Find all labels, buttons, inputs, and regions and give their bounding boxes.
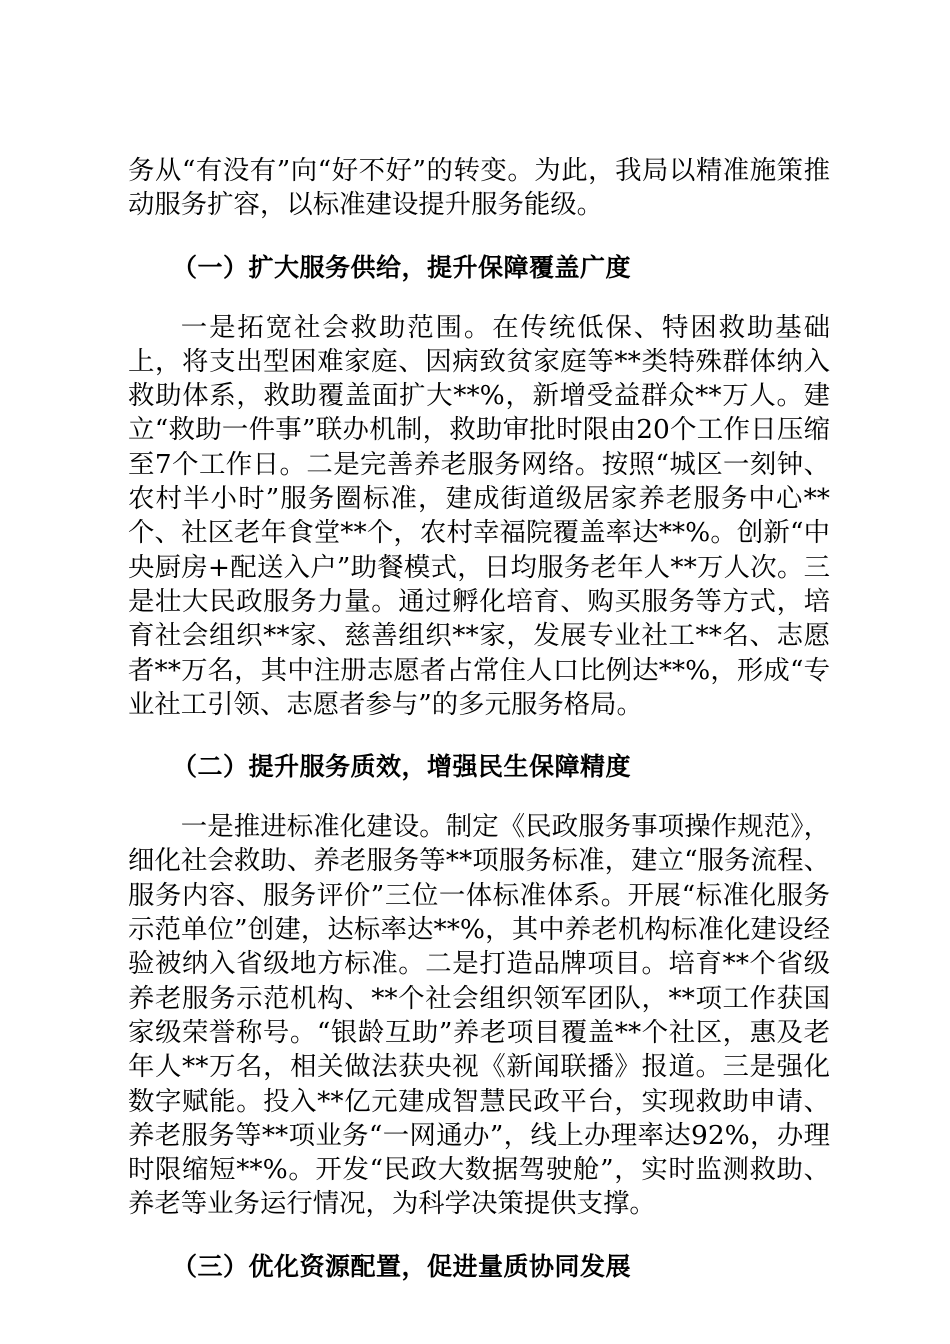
section-body-1: 一是拓宽社会救助范围。在传统低保、特困救助基础上，将支出型困难家庭、因病致贫家庭等**类特殊群体纳入救助体系，救助覆盖面扩大**%，新增受益群众**万人。建立“救助一件事”联办机制，救助审批时限由20个工作日压缩至7个工作日。二是完善养老服务网络。按照“城区一刻钟、农村半小时”服务圈标准，建成街道级居家养老服务中心**个、社区老年食堂**个，农村幸福院覆盖率达**%。创新“中央厨房+配送入户”助餐模式，日均服务老年人**万人次。三是壮大民政服务力量。通过孵化培育、购买服务等方式，培育社会组织**家、慈善组织**家，发展专业社工**名、志愿者**万名，其中注册志愿者占常住人口比例达**%，形成“专业社工引领、志愿者参与”的多元服务格局。 [128,311,830,720]
spacer [128,223,830,251]
section-heading-1: （一）扩大服务供给，提升保障覆盖广度 [172,252,632,282]
spacer [128,285,830,311]
document-page [128,154,830,1284]
intro-paragraph: 务从“有没有”向“好不好”的转变。为此，我局以精准施策推动服务扩容，以标准建设提升服务能级。 [128,155,830,221]
section-heading-2: （二）提升服务质效，增强民生保障精度 [172,752,632,782]
spacer [128,722,830,750]
section-body-2: 一是推进标准化建设。制定《民政服务事项操作规范》，细化社会救助、养老服务等**项服务标准，建立“服务流程、服务内容、服务评价”三位一体标准体系。开展“标准化服务示范单位”创建，达标率达**%，其中养老机构标准化建设经验被纳入省级地方标准。二是打造品牌项目。培育**个省级养老服务示范机构、**个社会组织领军团队，**项工作获国家级荣誉称号。“银龄互助”养老项目覆盖**个社区，惠及老年人**万名，相关做法获央视《新闻联播》报道。三是强化数字赋能。投入**亿元建成智慧民政平台，实现救助申请、养老服务等**项业务“一网通办”，线上办理率达92%，办理时限缩短**%。开发“民政大数据驾驶舱”，实时监测救助、养老等业务运行情况，为科学决策提供支撑。 [128,811,830,1220]
spacer [128,1222,830,1250]
section-heading-3: （三）优化资源配置，促进量质协同发展 [172,1251,632,1281]
spacer [128,784,830,810]
